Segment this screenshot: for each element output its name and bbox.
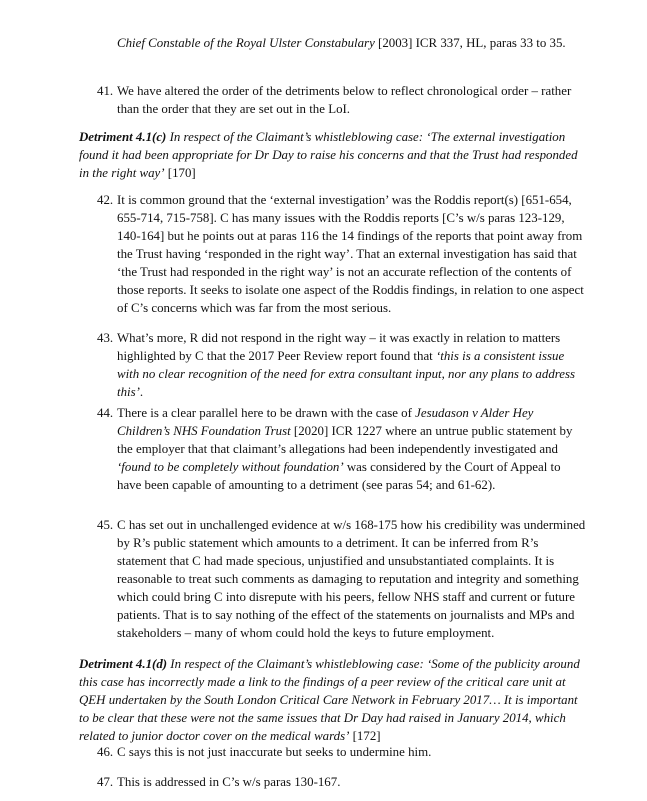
detriment-quote: In respect of the Claimant’s whistleblowing case: ‘Some of the publicity around this case has incorrectly made a link to the findings of a peer review of the critical care unit at QEH undertaken by the South London Critical Care Network in February 2017… It is important to be clear that these were not the same issues that Dr Day had raised in January 2014, which related to junior doctor cover on the medical wards’ — [79, 657, 580, 743]
paragraph-text-continued: [2020] ICR 1227 where an untrue public statement by the employer that that claimant’s allegations had been independently investigated and — [117, 424, 573, 456]
paragraph-47 — [97, 773, 587, 791]
paragraph-41 — [97, 82, 587, 118]
paragraph-number: 45. — [97, 518, 114, 532]
paragraph-text: This is addressed in C’s w/s paras 130-167. — [117, 775, 341, 789]
paragraph-number: 41. — [97, 84, 114, 98]
paragraph-42 — [97, 191, 587, 317]
case-name: Chief Constable of the Royal Ulster Constabulary — [117, 36, 375, 50]
detriment-4-1-c — [79, 128, 589, 182]
paragraph-number: 44. — [97, 406, 114, 420]
paragraph-text: C has set out in unchallenged evidence at w/s 168-175 how his credibility was undermined by R’s public statement which amounts to a detriment. It can be inferred from R’s statement that C had made specious, unjustified and unsubstantiated complaints. It is reasonable to treat such comments as damaging to reputation and integrity and something which could bring C into disrepute with his peers, fellow NHS staff and current or future patients. That is to say nothing of the effect of the statements on journalists and MPs and stakeholders – many of whom could hold the keys to future employment. — [117, 518, 586, 640]
detriment-reference: [170] — [164, 166, 196, 180]
paragraph-text-end: was considered by the Court of Appeal to have been capable of amounting to a detriment (see paras 54; and 61-62). — [117, 460, 561, 492]
paragraph-44 — [97, 404, 587, 494]
paragraph-number: 46. — [97, 745, 114, 759]
paragraph-number: 43. — [97, 331, 114, 345]
paragraph-end: . — [139, 385, 144, 399]
detriment-label: Detriment 4.1(c) — [79, 130, 167, 144]
case-citation: [2003] ICR 337, HL, paras 33 to 35. — [374, 36, 566, 50]
case-name: Jesudason v Alder Hey Children’s NHS Foundation Trust — [117, 406, 534, 438]
statement-quote: ‘found to be completely without foundation’ — [117, 460, 344, 474]
paragraph-45 — [97, 516, 587, 642]
detriment-label: Detriment 4.1(d) — [79, 657, 168, 671]
detriment-quote: In respect of the Claimant’s whistleblowing case: ‘The external investigation found it had been appropriate for Dr Day to raise his concerns and that the Trust had responded in the right way’ — [79, 130, 578, 180]
paragraph-46 — [97, 743, 587, 761]
paragraph-text: What’s more, R did not respond in the right way – it was exactly in relation to matters highlighted by C that the 2017 Peer Review report found that — [117, 331, 561, 363]
paragraph-number: 42. — [97, 193, 114, 207]
paragraph-text: There is a clear parallel here to be drawn with the case of — [117, 406, 416, 420]
peer-review-quote: ‘this is a consistent issue with no clear recognition of the need for extra consultant input, nor any plans to address this’ — [117, 349, 576, 399]
paragraph-text: It is common ground that the ‘external investigation’ was the Roddis report(s) [651-654, 655-714, 715-758]. C has many issues with the Roddis reports [C’s w/s paras 123-129, 140-164] but he points out at paras 116 the 14 findings of the reports that point away from the Trust having ‘responded in the right way’. That an external investigation has said that ‘the Trust had responded in the right way’ is not an accurate reflection of the contents of those reports. It seeks to isolate one aspect of the Roddis findings, in relation to one aspect of C’s concerns which was far from the most serious. — [117, 193, 584, 315]
paragraph-number: 47. — [97, 775, 114, 789]
citation-continuation — [117, 34, 587, 52]
paragraph-text: We have altered the order of the detriments below to reflect chronological order – rather than the order that they are set out in the LoI. — [117, 84, 572, 116]
paragraph-43 — [97, 329, 587, 401]
paragraph-text: C says this is not just inaccurate but seeks to undermine him. — [117, 745, 432, 759]
detriment-4-1-d — [79, 655, 589, 745]
detriment-reference: [172] — [349, 729, 381, 743]
